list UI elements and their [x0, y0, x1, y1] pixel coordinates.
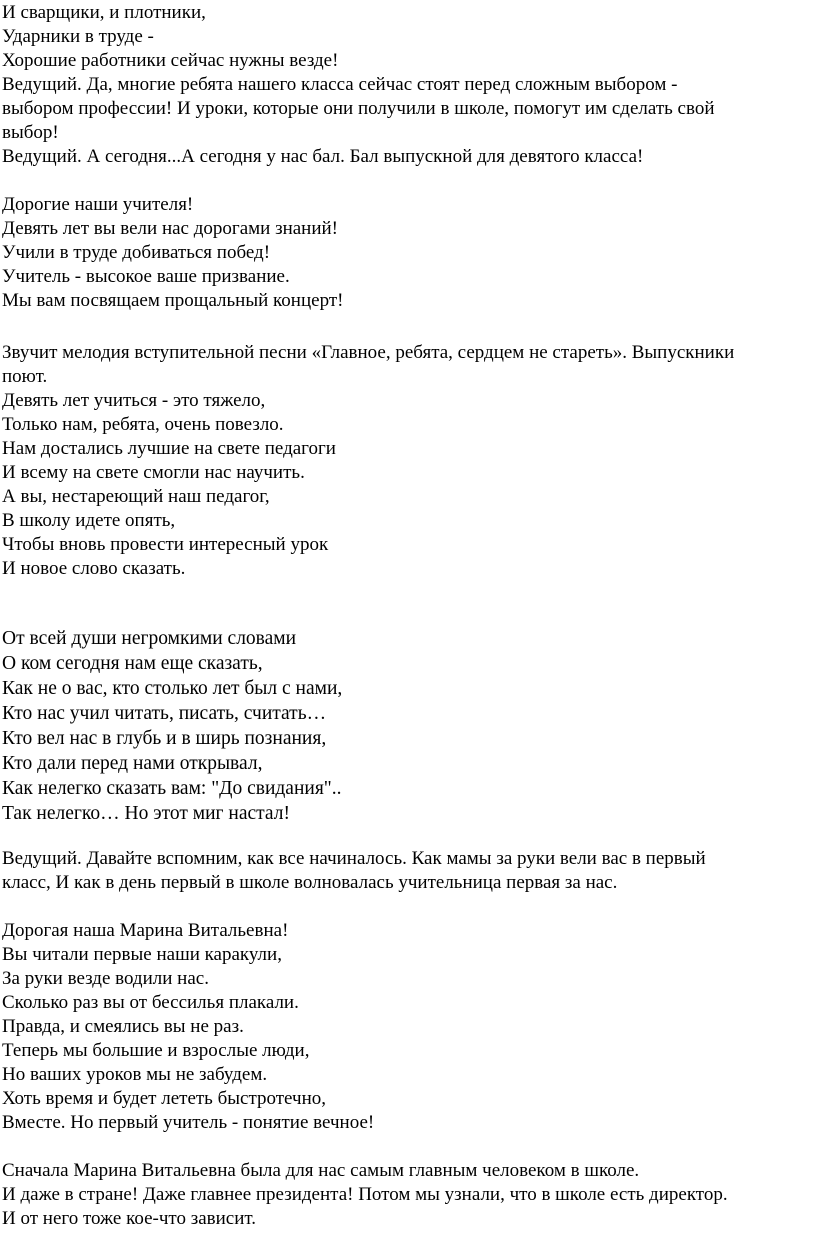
text-line: За руки везде водили нас.: [2, 968, 209, 989]
text-line: И новое слово сказать.: [2, 558, 186, 579]
text-line: Вы читали первые наши каракули,: [2, 944, 282, 965]
text-line: Только нам, ребята, очень повезло.: [2, 414, 284, 435]
text-line: Вместе. Но первый учитель - понятие вечное!: [2, 1112, 375, 1133]
text-line: поют.: [2, 366, 48, 387]
text-line: И всему на свете смогли нас научить.: [2, 462, 305, 483]
text-line: А вы, нестареющий наш педагог,: [2, 486, 270, 507]
text-line: Мы вам посвящаем прощальный концерт!: [2, 290, 344, 311]
text-line: Сначала Марина Витальевна была для нас самым главным человеком в школе.: [2, 1160, 640, 1181]
text-line: Кто вел нас в глубь и в ширь познания,: [2, 728, 327, 749]
text-line: Но ваших уроков мы не забудем.: [2, 1064, 268, 1085]
text-line: Звучит мелодия вступительной песни «Главное, ребята, сердцем не стареть». Выпускники: [2, 342, 735, 363]
text-line: Хоть время и будет лететь быстротечно,: [2, 1088, 326, 1109]
text-line: Дорогая наша Марина Витальевна!: [2, 920, 289, 941]
text-line: Дорогие наши учителя!: [2, 194, 194, 215]
text-line: И сварщики, и плотники,: [2, 2, 206, 23]
text-line: Ведущий. Да, многие ребята нашего класса сейчас стоят перед сложным выбором -: [2, 74, 678, 95]
text-line: Как нелегко сказать вам: "До свидания"..: [2, 778, 342, 799]
text-line: Хорошие работники сейчас нужны везде!: [2, 50, 339, 71]
text-line: выбор!: [2, 122, 59, 143]
text-line: Правда, и смеялись вы не раз.: [2, 1016, 244, 1037]
text-line: От всей души негромкими словами: [2, 628, 297, 649]
text-line: И от него тоже кое-что зависит.: [2, 1208, 257, 1229]
text-line: выбором профессии! И уроки, которые они получили в школе, помогут им сделать свой: [2, 98, 715, 119]
text-line: В школу идете опять,: [2, 510, 176, 531]
text-line: Как не о вас, кто столько лет был с нами,: [2, 678, 343, 699]
text-line: Ведущий. Давайте вспомним, как все начиналось. Как мамы за руки вели вас в первый: [2, 848, 706, 869]
text-line: Учитель - высокое ваше призвание.: [2, 266, 290, 287]
text-line: Девять лет учиться - это тяжело,: [2, 390, 266, 411]
text-line: Чтобы вновь провести интересный урок: [2, 534, 329, 555]
text-line: Девять лет вы вели нас дорогами знаний!: [2, 218, 339, 239]
text-line: Ударники в труде -: [2, 26, 154, 47]
text-line: И даже в стране! Даже главнее президента! Потом мы узнали, что в школе есть директор.: [2, 1184, 728, 1205]
text-line: Нам достались лучшие на свете педагоги: [2, 438, 336, 459]
text-line: Теперь мы большие и взрослые люди,: [2, 1040, 310, 1061]
text-line: Сколько раз вы от бессилья плакали.: [2, 992, 299, 1013]
text-line: Учили в труде добиваться побед!: [2, 242, 271, 263]
text-line: класс, И как в день первый в школе волновалась учительница первая за нас.: [2, 872, 618, 893]
text-line: Кто дали перед нами открывал,: [2, 753, 263, 774]
text-line: Кто нас учил читать, писать, считать…: [2, 703, 327, 724]
text-line: Так нелегко… Но этот миг настал!: [2, 803, 290, 824]
text-line: Ведущий. А сегодня...А сегодня у нас бал. Бал выпускной для девятого класса!: [2, 146, 644, 167]
text-line: О ком сегодня нам еще сказать,: [2, 653, 263, 674]
